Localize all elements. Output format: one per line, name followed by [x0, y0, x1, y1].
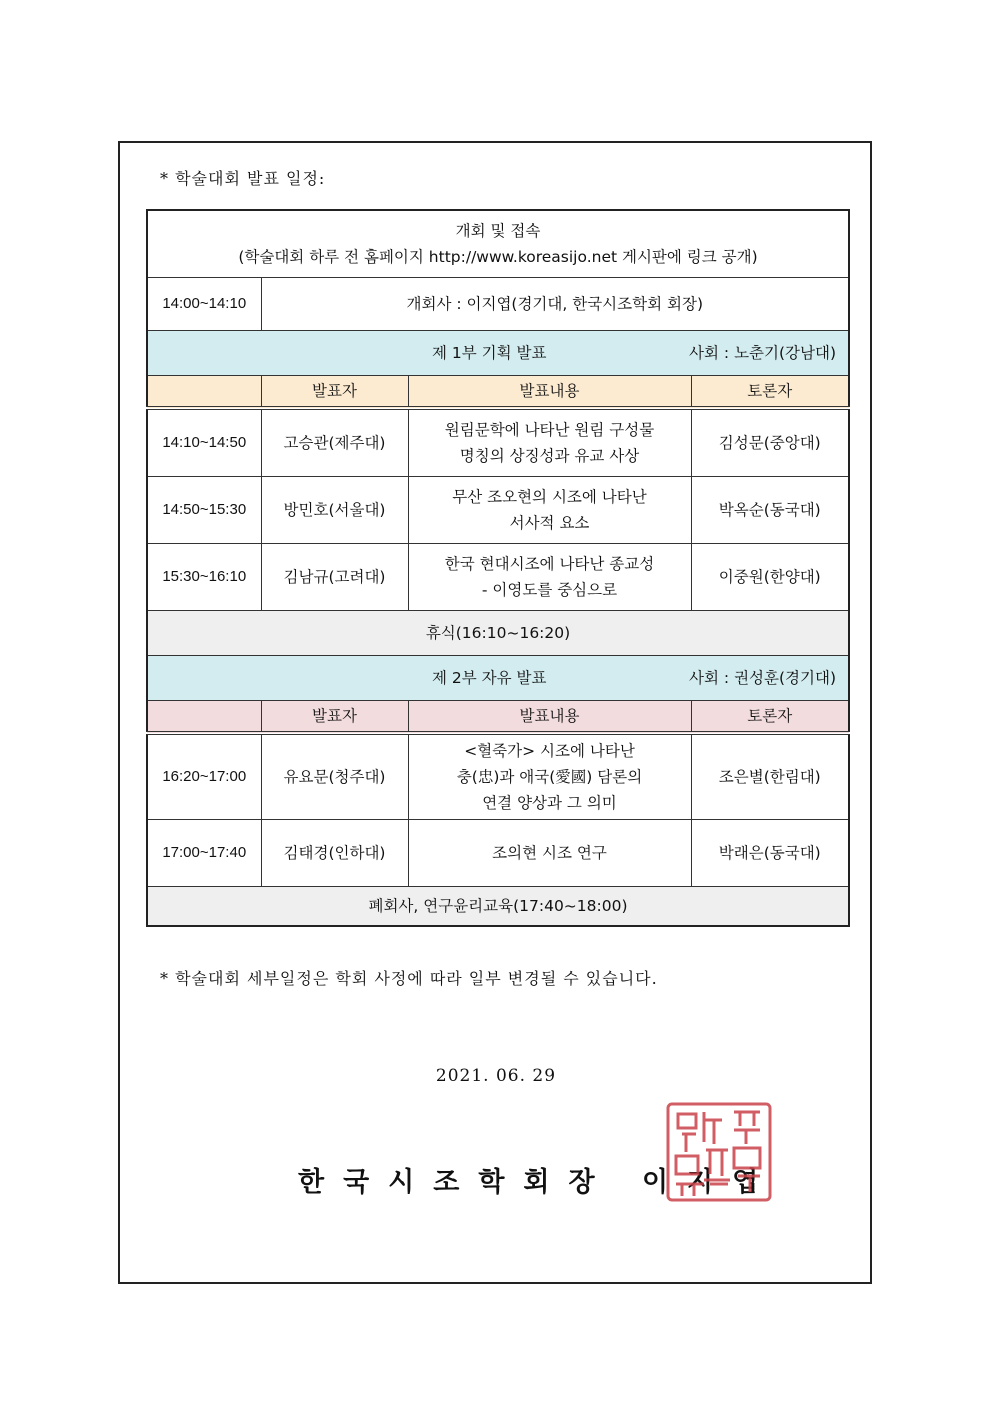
- talk-time: 14:50~15:30: [147, 477, 261, 544]
- session2-header-presenter: 발표자: [261, 701, 408, 734]
- closing-label: 폐회사, 연구윤리교육(17:40~18:00): [147, 887, 849, 927]
- talk-content: [408, 733, 691, 820]
- session1-header-time: [147, 376, 261, 409]
- table-row: [147, 733, 849, 820]
- talk-presenter: 김태경(인하대): [261, 820, 408, 887]
- talk-content-line: <혈죽가> 시조에 나타난: [464, 742, 635, 760]
- session2-host: 사회 : 권성훈(경기대): [689, 669, 837, 687]
- talk-discussant: 김성문(중앙대): [691, 408, 849, 477]
- talk-discussant: 박옥순(동국대): [691, 477, 849, 544]
- talk-content: [408, 544, 691, 611]
- talk-presenter: 유요문(청주대): [261, 733, 408, 820]
- talk-time: 14:10~14:50: [147, 408, 261, 477]
- session1-host: 사회 : 노춘기(강남대): [689, 344, 837, 362]
- session2-column-headers: [147, 701, 849, 734]
- talk-content-line: 한국 현대시조에 나타난 종교성: [444, 555, 655, 573]
- session2-band: [147, 656, 849, 701]
- talk-time: 17:00~17:40: [147, 820, 261, 887]
- opening-time: 14:00~14:10: [147, 278, 261, 331]
- table-row: [147, 477, 849, 544]
- talk-content-line: 서사적 요소: [509, 514, 590, 532]
- break-label: 휴식(16:10~16:20): [147, 611, 849, 656]
- closing-row: [147, 887, 849, 927]
- talk-discussant: 이중원(한양대): [691, 544, 849, 611]
- talk-time: 16:20~17:00: [147, 733, 261, 820]
- talk-presenter: 고승관(제주대): [261, 408, 408, 477]
- session2-title: 제 2부 자유 발표: [432, 669, 547, 687]
- session1-header-content: 발표내용: [408, 376, 691, 409]
- talk-presenter: 김남규(고려대): [261, 544, 408, 611]
- table-row: [147, 820, 849, 887]
- table-row: [147, 408, 849, 477]
- session1-column-headers: [147, 376, 849, 409]
- opening-address-row: [147, 278, 849, 331]
- session1-band: [147, 331, 849, 376]
- opening-header-row: [147, 210, 849, 278]
- talk-content-line: 충(忠)과 애국(愛國) 담론의: [456, 768, 643, 786]
- session1-header-presenter: 발표자: [261, 376, 408, 409]
- talk-time: 15:30~16:10: [147, 544, 261, 611]
- talk-content: [408, 477, 691, 544]
- talk-content-line: 원림문학에 나타난 원림 구성물: [444, 421, 655, 439]
- talk-discussant: 조은별(한림대): [691, 733, 849, 820]
- talk-presenter: 방민호(서울대): [261, 477, 408, 544]
- talk-content-line: 명칭의 상징성과 유교 사상: [459, 447, 640, 465]
- talk-discussant: 박래은(동국대): [691, 820, 849, 887]
- signature: 한국시조학회장 이지엽: [298, 1167, 778, 1198]
- opening-title: 개회 및 접속: [455, 222, 541, 240]
- talk-content-line: 무산 조오현의 시조에 나타난: [452, 488, 647, 506]
- opening-address: 개회사 : 이지엽(경기대, 한국시조학회 회장): [261, 278, 849, 331]
- official-seal-stamp: [664, 1100, 774, 1204]
- session2-header-time: [147, 701, 261, 734]
- session1-title: 제 1부 기획 발표: [432, 344, 547, 362]
- table-row: [147, 544, 849, 611]
- talk-content: 조의현 시조 연구: [408, 820, 691, 887]
- break-row: [147, 611, 849, 656]
- talk-content: [408, 408, 691, 477]
- opening-subtitle: (학술대회 하루 전 홈페이지 http://www.koreasijo.net 게시판에 링크 공개): [238, 248, 758, 266]
- intro-note: * 학술대회 발표 일정:: [160, 169, 326, 188]
- session2-header-discussant: 토론자: [691, 701, 849, 734]
- footer-note: * 학술대회 세부일정은 학회 사정에 따라 일부 변경될 수 있습니다.: [160, 969, 658, 988]
- document-date: 2021. 06. 29: [435, 1066, 557, 1086]
- session1-header-discussant: 토론자: [691, 376, 849, 409]
- talk-content-line: - 이영도를 중심으로: [481, 581, 618, 599]
- schedule-table: [146, 209, 850, 927]
- session2-header-content: 발표내용: [408, 701, 691, 734]
- talk-content-line: 연결 양상과 그 의미: [482, 794, 617, 812]
- opening-header-cell: [147, 210, 849, 278]
